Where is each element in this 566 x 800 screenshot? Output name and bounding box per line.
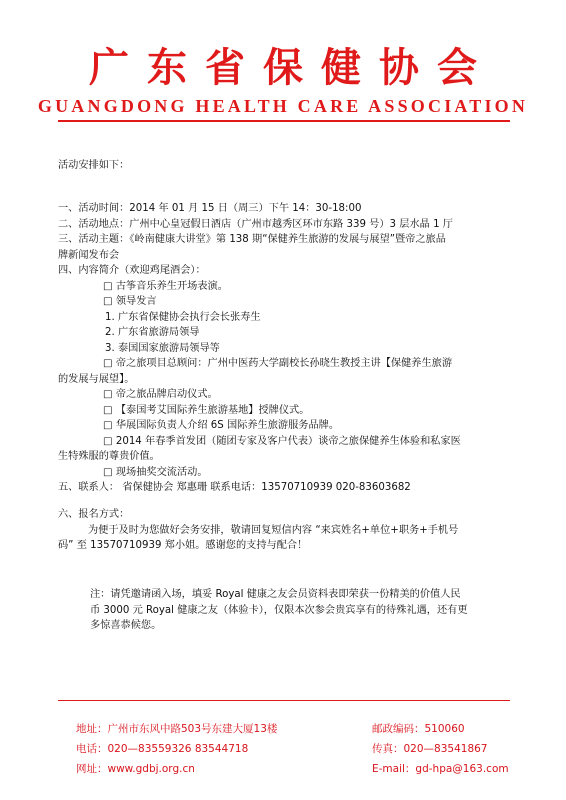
- footer-postcode: 邮政编码：510060: [372, 723, 465, 735]
- footer-rule: [58, 700, 510, 701]
- sub-item-cont: 的发展与展望】。: [58, 373, 135, 385]
- intro-text: 活动安排如下：: [58, 160, 130, 171]
- sub-item-speaker: 3. 泰国国家旅游局领导等: [105, 342, 220, 354]
- sub-item: □ 华展国际负责人介绍 6S 国际养生旅游服务品牌。: [103, 420, 340, 431]
- registration-text: 为便于及时为您做好会务安排，敬请回复短信内容 “来宾姓名+单位+职务+手机号: [88, 524, 459, 536]
- sub-item: □ 帝之旅品牌启动仪式。: [103, 389, 218, 400]
- sub-item: □ 古筝音乐养生开场表演。: [103, 280, 228, 292]
- note-section: [90, 587, 510, 634]
- item-theme: 三、活动主题：《岭南健康大讲堂》第 138 期“保健养生旅游的发展与展望”暨帝之旅品: [58, 234, 446, 245]
- item-venue: 二、活动地点：广州中心皇冠假日酒店（广州市越秀区环市东路 339 号）3 层水晶 1 厅: [58, 218, 453, 230]
- sub-item: □ 领导发言: [103, 296, 157, 307]
- footer-fax: 传真：020—83541867: [372, 743, 488, 755]
- sub-item-cont: 生特殊服的尊贵价值。: [58, 451, 160, 462]
- note-text: 多惊喜恭候您。: [90, 620, 162, 631]
- header-rule: [58, 120, 510, 122]
- item-registration: 六、报名方式：: [58, 509, 130, 520]
- footer-phone: 电话：020—83559326 83544718: [76, 743, 249, 755]
- footer-contact: [76, 719, 509, 779]
- registration-section: [58, 507, 510, 554]
- sub-item: □ 2014 年春季首发团（随团专家及客户代表）谈帝之旅保健养生体验和私家医: [103, 435, 461, 447]
- item-contact: 五、联系人： 省保健协会 郑惠珊 联系电话：13570710939 020-83603682: [58, 482, 411, 493]
- item-content: 四、内容简介（欢迎鸡尾酒会）：: [58, 265, 206, 276]
- sub-item-speaker: 2. 广东省旅游局领导: [105, 327, 200, 338]
- sub-item: □ 现场抽奖交流活动。: [103, 466, 208, 478]
- org-name-english: GUANGDONG HEALTH CARE ASSOCIATION: [37, 96, 529, 116]
- item-theme-cont: 牌新闻发布会: [58, 249, 120, 261]
- footer-email[interactable]: E-mail：gd-hpa@163.com: [372, 763, 509, 775]
- sub-item: □ 帝之旅项目总顾问：广州中医药大学副校长孙晓生教授主讲【保健养生旅游: [103, 358, 453, 369]
- note-text: 注：请凭邀请函入场，填妥 Royal 健康之友会员资料表即荣获一份精美的价值人民: [90, 589, 461, 600]
- registration-text-cont: 码” 至 13570710939 郑小姐。感谢您的支持与配合！: [58, 540, 308, 551]
- schedule-list: [58, 201, 510, 496]
- footer-website[interactable]: 网址：www.gdbj.org.cn: [76, 763, 195, 775]
- sub-item: □ 【泰国考艾国际养生旅游基地】授牌仪式。: [103, 404, 310, 416]
- footer-address: 地址：广州市东风中路503号东建大厦13楼: [76, 723, 278, 735]
- org-name-chinese: 广东省保健协会: [89, 44, 495, 91]
- item-time: 一、活动时间：2014 年 01 月 15 日（周三）下午 14：30-18:00: [58, 203, 362, 214]
- sub-item-speaker: 1. 广东省保健协会执行会长张寿生: [105, 311, 261, 323]
- note-text: 币 3000 元 Royal 健康之友（体验卡），仅限本次参会贵宾享有的待殊礼遇，还有更: [90, 604, 468, 616]
